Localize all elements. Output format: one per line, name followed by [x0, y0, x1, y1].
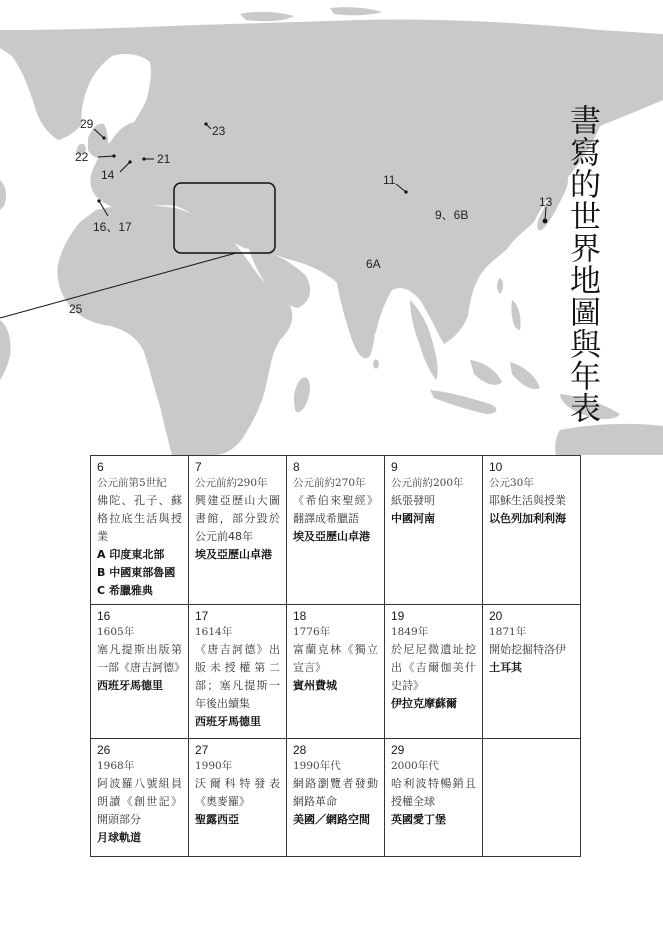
entry-description: 耶穌生活與授業: [489, 494, 566, 507]
entry-location: B 中國東部魯國: [97, 566, 176, 579]
map-label: 16、17: [93, 220, 132, 234]
timeline-cell: [483, 605, 581, 739]
entry-number: 10: [489, 460, 503, 474]
entry-number: 26: [97, 743, 111, 757]
entry-date: 公元前約290年: [195, 477, 268, 489]
entry-description: 哈利波特暢銷且授權全球: [391, 777, 476, 808]
entry-number: 28: [293, 743, 307, 757]
entry-location: 月球軌道: [97, 831, 141, 844]
entry-date: 1968年: [97, 760, 135, 772]
map-label: 6A: [366, 257, 381, 271]
entry-location: 土耳其: [489, 661, 522, 674]
entry-number: 16: [97, 609, 111, 623]
entry-location: 英國愛丁堡: [391, 813, 446, 826]
timeline-cell: [287, 739, 385, 857]
entry-number: 20: [489, 609, 503, 623]
timeline-cell: [385, 605, 483, 739]
map-marker-25: [69, 302, 83, 316]
entry-description: 開始挖掘特洛伊: [489, 643, 566, 656]
entry-number: 9: [391, 460, 398, 474]
timeline-cell: [385, 456, 483, 605]
map-marker-6a: [366, 257, 381, 271]
timeline-cell: [385, 739, 483, 857]
map-label: 25: [69, 302, 83, 316]
entry-location: 美國／網路空間: [293, 813, 370, 826]
map-marker-9-6b: [435, 208, 468, 222]
timeline-cell: [189, 456, 287, 605]
entry-date: 公元前約270年: [293, 477, 366, 489]
entry-description: 《希伯來聖經》翻譯成希臘語: [293, 494, 378, 525]
timeline-cell: [287, 456, 385, 605]
map-label: 14: [101, 168, 115, 182]
entry-description: 《唐吉訶德》出版未授權第二部；塞凡提斯一年後出續集: [195, 643, 280, 710]
entry-location: 西班牙馬德里: [195, 715, 261, 728]
timeline-table: [90, 455, 581, 857]
entry-number: 27: [195, 743, 209, 757]
timeline-cell: [189, 605, 287, 739]
entry-description: 網路瀏覽者發動網路革命: [293, 777, 378, 808]
entry-date: 公元前第5世紀: [97, 477, 167, 489]
timeline-cell: [91, 456, 189, 605]
entry-date: 1990年代: [293, 760, 341, 772]
entry-description: 阿波羅八號組員朗讀《創世記》開頭部分: [97, 777, 182, 826]
entry-number: 8: [293, 460, 300, 474]
map-label: 22: [75, 150, 89, 164]
entry-number: 17: [195, 609, 209, 623]
entry-location: 賓州費城: [293, 679, 337, 692]
entry-location: C 希臘雅典: [97, 584, 153, 597]
map-label: 13: [539, 195, 553, 209]
map-label: 29: [80, 117, 94, 131]
entry-location: 中國河南: [391, 512, 435, 525]
entry-description: 沃爾科特發表《奧麥羅》: [195, 777, 280, 808]
entry-location: 伊拉克摩蘇爾: [391, 697, 457, 710]
entry-description: 興建亞歷山大圖書館，部分毀於公元前48年: [195, 494, 280, 543]
timeline-cell: [483, 739, 581, 857]
entry-description: 於尼尼微遺址挖出《吉爾伽美什史詩》: [391, 643, 476, 692]
timeline-cell: [189, 739, 287, 857]
entry-description: 佛陀、孔子、蘇格拉底生活與授業: [97, 494, 182, 543]
entry-location: 以色列加利利海: [489, 512, 566, 525]
map-label: 11: [383, 173, 396, 187]
entry-date: 1849年: [391, 626, 429, 638]
entry-location: 聖露西亞: [195, 813, 239, 826]
entry-date: 1614年: [195, 626, 233, 638]
entry-number: 6: [97, 460, 104, 474]
entry-date: 公元30年: [489, 477, 534, 489]
entry-number: 29: [391, 743, 405, 757]
entry-location: 西班牙馬德里: [97, 679, 163, 692]
entry-location: 埃及亞歷山卓港: [293, 530, 370, 543]
timeline-cell: [91, 739, 189, 857]
entry-location: A 印度東北部: [97, 548, 165, 561]
entry-date: 公元前約200年: [391, 477, 464, 489]
entry-description: 塞凡提斯出版第一部《唐吉訶德》: [97, 643, 185, 674]
entry-date: 1776年: [293, 626, 331, 638]
map-label: 21: [157, 152, 171, 166]
page-title: 書寫的世界地圖與年表: [564, 104, 600, 424]
entry-number: 19: [391, 609, 405, 623]
timeline-cell: [287, 605, 385, 739]
timeline-row: [91, 456, 581, 605]
entry-number: 7: [195, 460, 202, 474]
timeline-row: [91, 605, 581, 739]
timeline-body: [91, 456, 581, 857]
entry-number: 18: [293, 609, 307, 623]
entry-date: 2000年代: [391, 760, 439, 772]
entry-description: 富蘭克林《獨立宣言》: [293, 643, 378, 674]
timeline-cell: [91, 605, 189, 739]
entry-date: 1871年: [489, 626, 527, 638]
entry-date: 1990年: [195, 760, 233, 772]
timeline-cell: [483, 456, 581, 605]
map-label: 23: [212, 124, 226, 138]
entry-date: 1605年: [97, 626, 135, 638]
timeline-row: [91, 739, 581, 857]
entry-location: 埃及亞歷山卓港: [195, 548, 272, 561]
entry-description: 紙張發明: [391, 494, 435, 507]
map-label: 9、6B: [435, 208, 469, 222]
